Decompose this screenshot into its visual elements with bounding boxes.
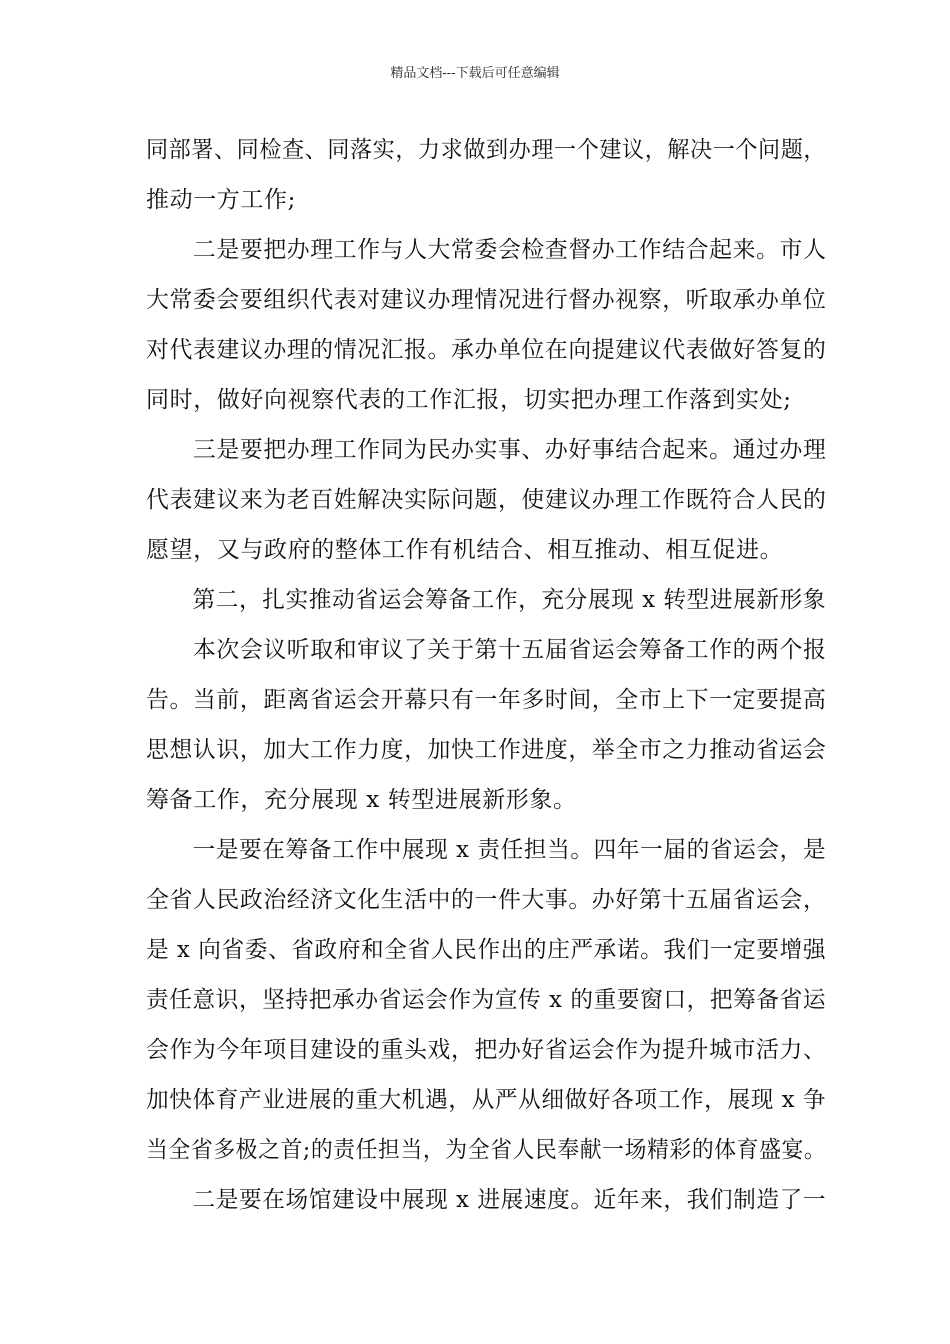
page-header: 精品文档---下载后可任意编辑	[390, 66, 560, 81]
text-line: 同时，做好向视察代表的工作汇报，切实把办理工作落到实处;	[146, 387, 792, 413]
text-line: 责任意识，坚持把承办省运会作为宣传 x 的重要窗口，把筹备省运	[146, 987, 827, 1013]
text-line: 是 x 向省委、省政府和全省人民作出的庄严承诺。我们一定要增强	[146, 937, 827, 963]
text-line: 本次会议听取和审议了关于第十五届省运会筹备工作的两个报	[146, 637, 827, 663]
text-line: 全省人民政治经济文化生活中的一件大事。办好第十五届省运会，	[146, 887, 827, 913]
text-line: 当全省多极之首;的责任担当，为全省人民奉献一场精彩的体育盛宴。	[146, 1137, 827, 1163]
text-line: 愿望，又与政府的整体工作有机结合、相互推动、相互促进。	[146, 537, 784, 563]
text-line: 推动一方工作;	[146, 187, 296, 213]
text-line: 对代表建议办理的情况汇报。承办单位在向提建议代表做好答复的	[146, 337, 827, 363]
text-line: 一是要在筹备工作中展现 x 责任担当。四年一届的省运会，是	[146, 837, 827, 863]
text-line: 二是要把办理工作与人大常委会检查督办工作结合起来。市人	[146, 237, 827, 263]
text-line: 大常委会要组织代表对建议办理情况进行督办视察，听取承办单位	[146, 287, 827, 313]
text-line: 筹备工作，充分展现 x 转型进展新形象。	[146, 787, 577, 813]
text-line: 同部署、同检查、同落实，力求做到办理一个建议，解决一个问题，	[146, 137, 827, 163]
text-line: 思想认识，加大工作力度，加快工作进度，举全市之力推动省运会	[146, 737, 827, 763]
text-line: 会作为今年项目建设的重头戏，把办好省运会作为提升城市活力、	[146, 1037, 827, 1063]
text-line: 加快体育产业进展的重大机遇，从严从细做好各项工作，展现 x 争	[146, 1087, 827, 1113]
text-line: 代表建议来为老百姓解决实际问题，使建议办理工作既符合人民的	[146, 487, 827, 513]
text-line: 三是要把办理工作同为民办实事、办好事结合起来。通过办理	[146, 437, 827, 463]
section-heading: 第二，扎实推动省运会筹备工作，充分展现 x 转型进展新形象	[146, 587, 827, 613]
text-line: 二是要在场馆建设中展现 x 进展速度。近年来，我们制造了一	[146, 1187, 827, 1213]
text-line: 告。当前，距离省运会开幕只有一年多时间，全市上下一定要提高	[146, 687, 827, 713]
